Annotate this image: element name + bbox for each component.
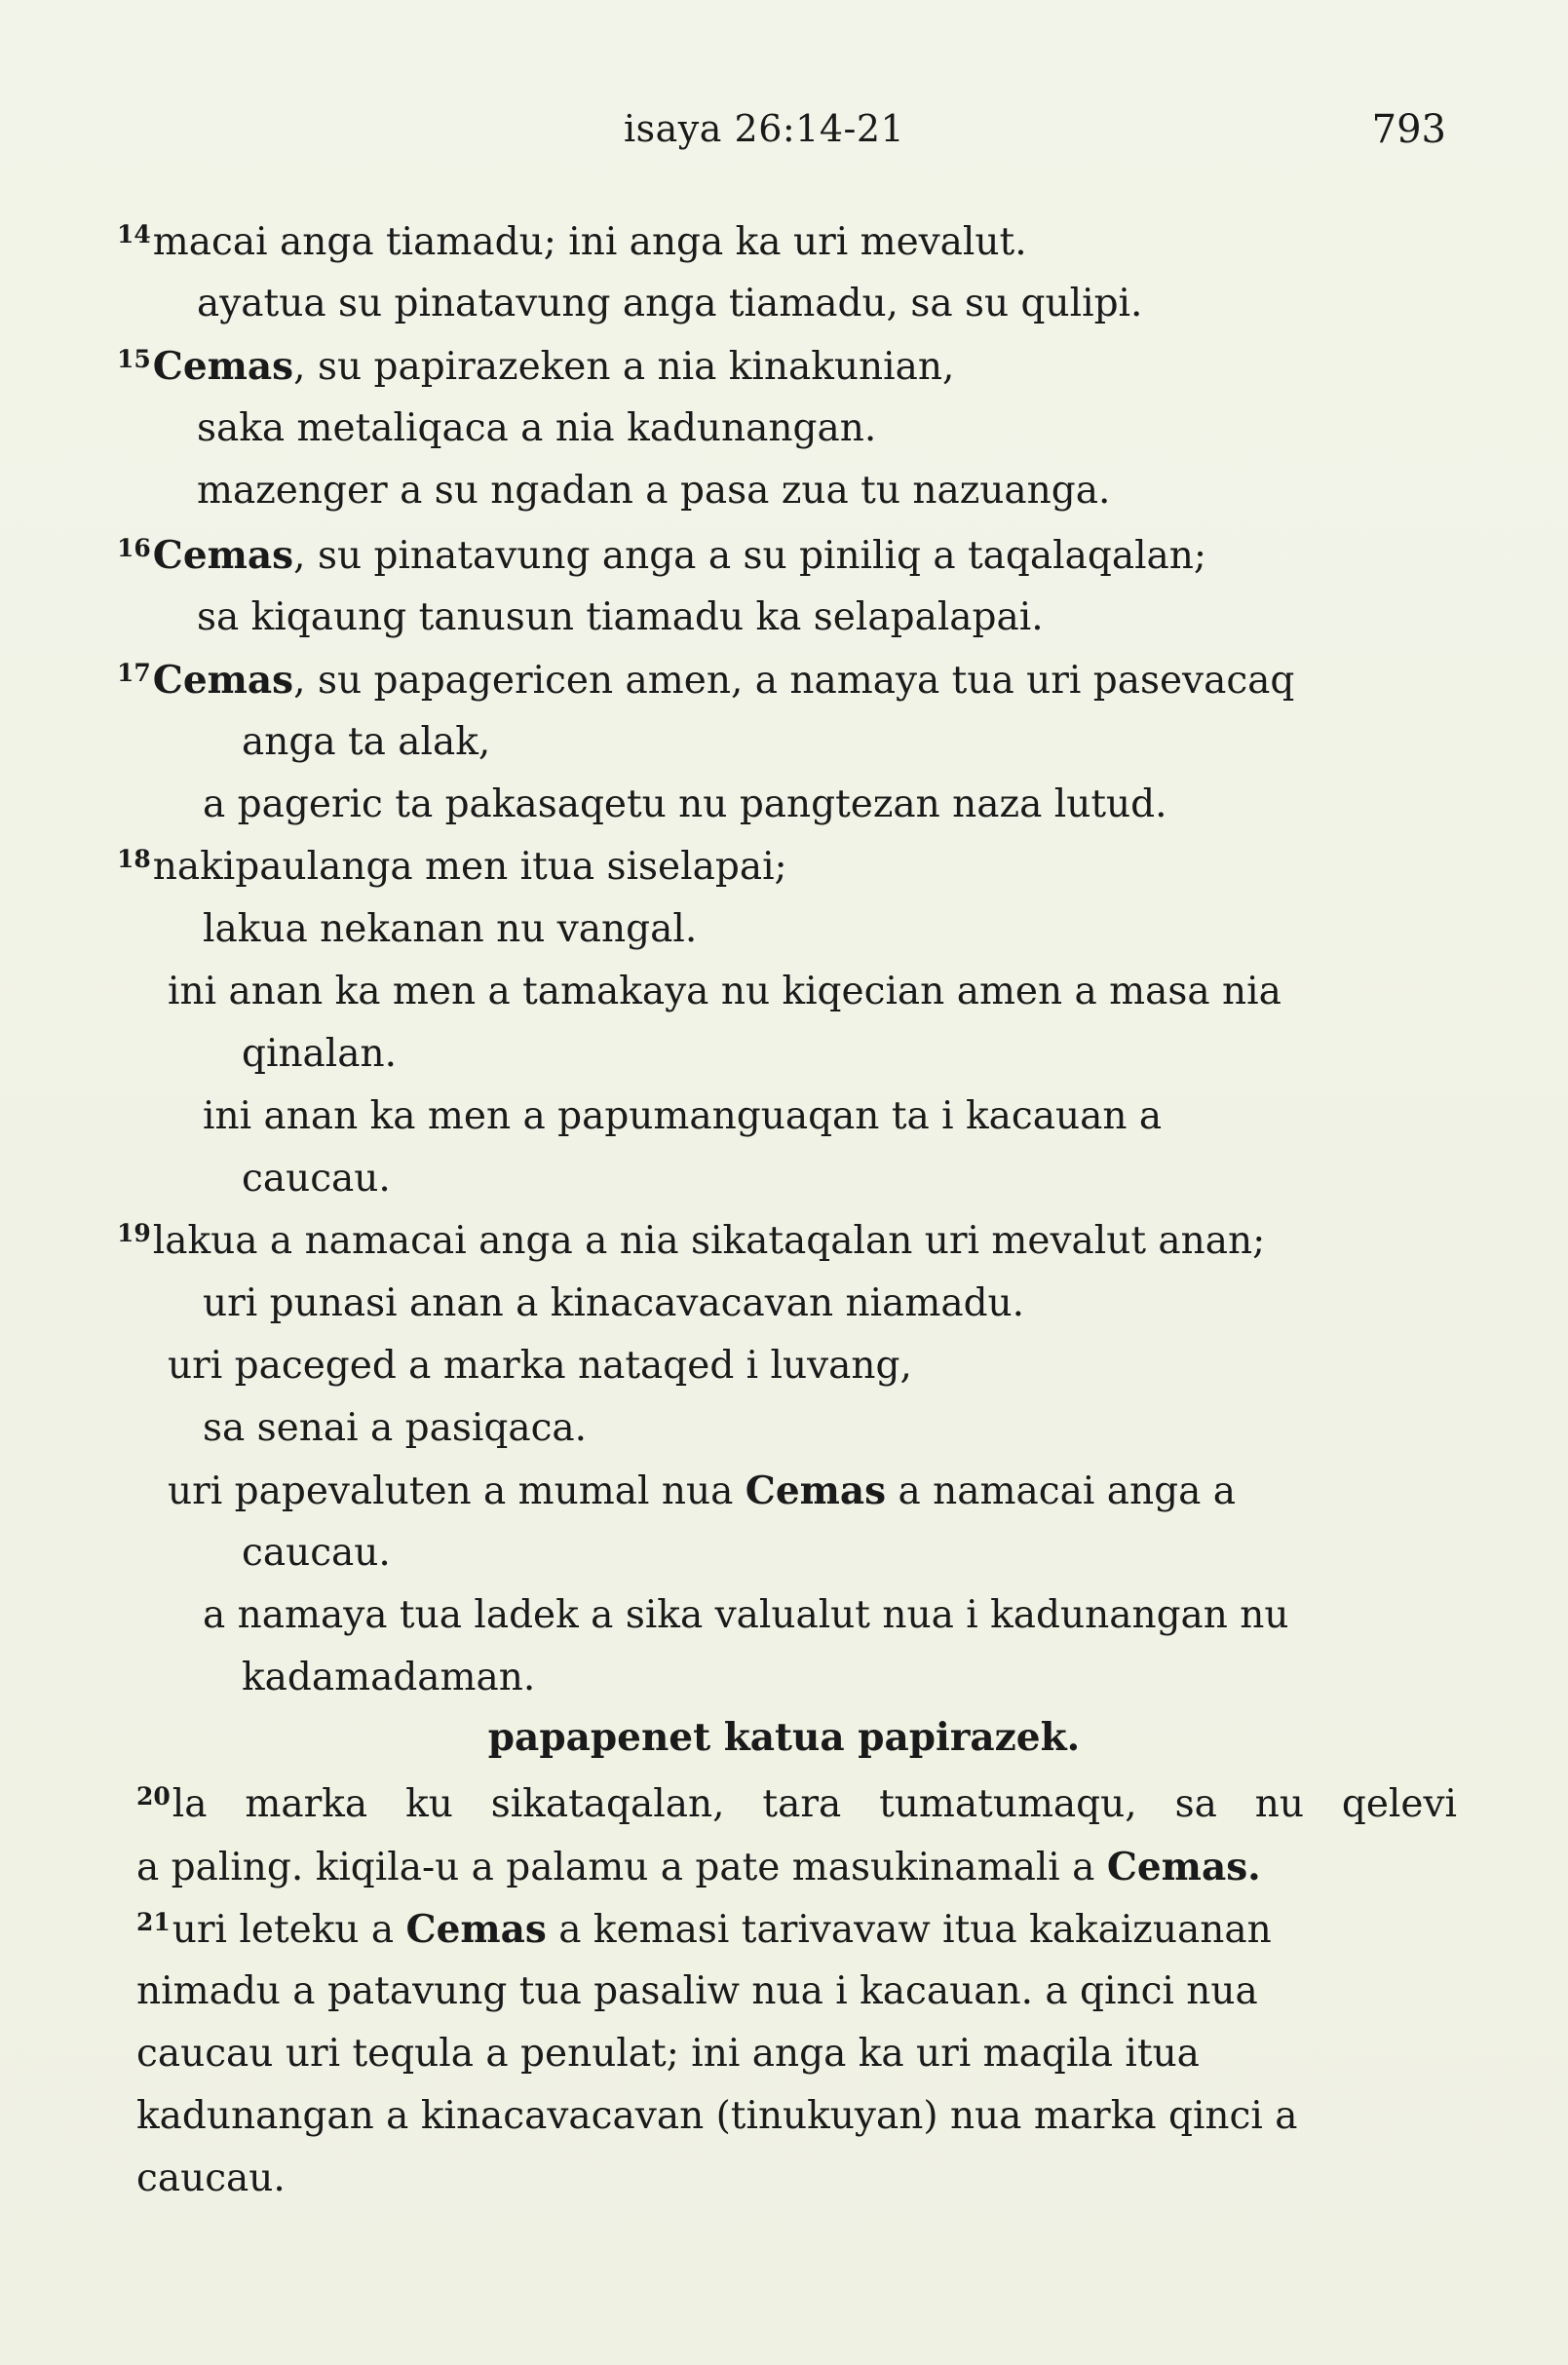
poetry-line [168, 969, 1281, 1015]
line-text: ini anan ka men a papumanguaqan ta i kacauan a [203, 1094, 1163, 1138]
verse-number: 19 [117, 1219, 151, 1247]
line-text: uri punasi anan a kinacavacavan niamadu. [203, 1281, 1025, 1325]
line-text: lakua a namacai anga a nia sikataqalan uri mevalut anan; [152, 1219, 1266, 1263]
verse-number: 17 [117, 659, 151, 687]
bold-name: Cemas [152, 344, 294, 389]
poetry-line [197, 594, 1044, 641]
line-text: kadamadaman. [242, 1656, 536, 1699]
line-text: caucau. [242, 1157, 391, 1201]
line-text: uri paceged a marka nataqed i luvang, [168, 1344, 912, 1388]
line-text-rest: , su papagericen amen, a namaya tua uri pasevacaq [293, 659, 1295, 703]
line-text: anga ta alak, [242, 720, 491, 764]
prose-line [136, 1906, 1272, 1958]
line-text: la marka ku sikataqalan, tara tumatumaqu, sa nu qelevi [172, 1782, 1457, 1826]
line-text: a namaya tua ladek a sika valualut nua i kadunangan nu [203, 1593, 1289, 1637]
poetry-line [117, 1218, 1265, 1269]
verse-number: 21 [136, 1908, 171, 1936]
poetry-line [117, 844, 787, 895]
poetry-line [203, 1405, 587, 1452]
line-text-rest: , su pinatavung anga a su piniliq a taqalaqalan; [293, 534, 1207, 578]
line-text: sa senai a pasiqaca. [203, 1406, 588, 1450]
prose-line [136, 2093, 1298, 2140]
prose-line [136, 1781, 1457, 1832]
prose-line [136, 2155, 286, 2202]
bold-name: Cemas [405, 1907, 547, 1952]
line-text: caucau. [242, 1531, 391, 1575]
line-text: sa kiqaung tanusun tiamadu ka selapalapai. [197, 595, 1044, 639]
line-text: uri leteku a [172, 1908, 406, 1952]
line-text: lakua nekanan nu vangal. [203, 907, 698, 951]
poetry-line [242, 1031, 397, 1078]
line-text: a kemasi tarivavaw itua kakaizuanan [546, 1908, 1272, 1952]
poetry-line [203, 1280, 1024, 1327]
poetry-line [203, 1093, 1162, 1140]
bold-name: Cemas [152, 533, 294, 578]
running-head: isaya 26:14-21 [624, 107, 905, 150]
poetry-line [203, 1592, 1289, 1639]
poetry-line [197, 468, 1110, 515]
poetry-line [197, 405, 876, 452]
line-text: a pageric ta pakasaqetu nu pangtezan naza lutud. [203, 782, 1167, 826]
bold-name: Cemas [152, 658, 294, 703]
verse-number: 18 [117, 845, 151, 873]
line-text: nimadu a patavung tua pasaliw nua i kacauan. a qinci nua [136, 1969, 1258, 2013]
verse-number: 20 [136, 1782, 171, 1811]
verse-number: 15 [117, 345, 151, 373]
line-text: kadunangan a kinacavacavan (tinukuyan) nua marka qinci a [136, 2094, 1298, 2138]
line-text: macai anga tiamadu; ini anga ka uri mevalut. [152, 220, 1027, 264]
line-text: qinalan. [242, 1032, 398, 1076]
bold-name: Cemas [745, 1469, 887, 1513]
section-heading: papapenet katua papirazek. [487, 1715, 1081, 1760]
poetry-line [242, 719, 490, 766]
line-text: saka metaliqaca a nia kadunangan. [197, 406, 877, 450]
poetry-line [117, 219, 1027, 270]
line-text-rest: , su papirazeken a nia kinakunian, [293, 345, 955, 389]
poetry-line [242, 1156, 391, 1202]
line-text: ini anan ka men a tamakaya nu kiqecian amen a masa nia [168, 970, 1281, 1013]
bold-name: Cemas. [1106, 1845, 1261, 1889]
page-number: 793 [1371, 107, 1446, 152]
poetry-line [168, 1468, 1236, 1515]
line-text: a namacai anga a [886, 1469, 1236, 1513]
poetry-line [117, 343, 954, 395]
line-text: nakipaulanga men itua siselapai; [152, 845, 787, 889]
prose-line [136, 2031, 1200, 2078]
poetry-line [242, 1655, 535, 1701]
poetry-line [242, 1530, 391, 1577]
line-text: a paling. kiqila-u a palamu a pate masukinamali a [136, 1846, 1107, 1889]
poetry-line [168, 1343, 912, 1390]
poetry-line [203, 782, 1167, 828]
line-text: mazenger a su ngadan a pasa zua tu nazuanga. [197, 469, 1111, 513]
line-text: caucau uri tequla a penulat; ini anga ka uri maqila itua [136, 2032, 1200, 2076]
line-text: caucau. [136, 2156, 286, 2200]
poetry-line [117, 657, 1294, 708]
verse-number: 14 [117, 220, 151, 248]
prose-line [136, 1968, 1258, 2015]
poetry-line [203, 906, 697, 953]
line-text: ayatua su pinatavung anga tiamadu, sa su qulipi. [197, 282, 1143, 325]
poetry-line [197, 281, 1142, 327]
verse-number: 16 [117, 534, 151, 562]
line-text: uri papevaluten a mumal nua [168, 1469, 746, 1513]
poetry-line [117, 532, 1206, 584]
prose-line [136, 1844, 1261, 1891]
